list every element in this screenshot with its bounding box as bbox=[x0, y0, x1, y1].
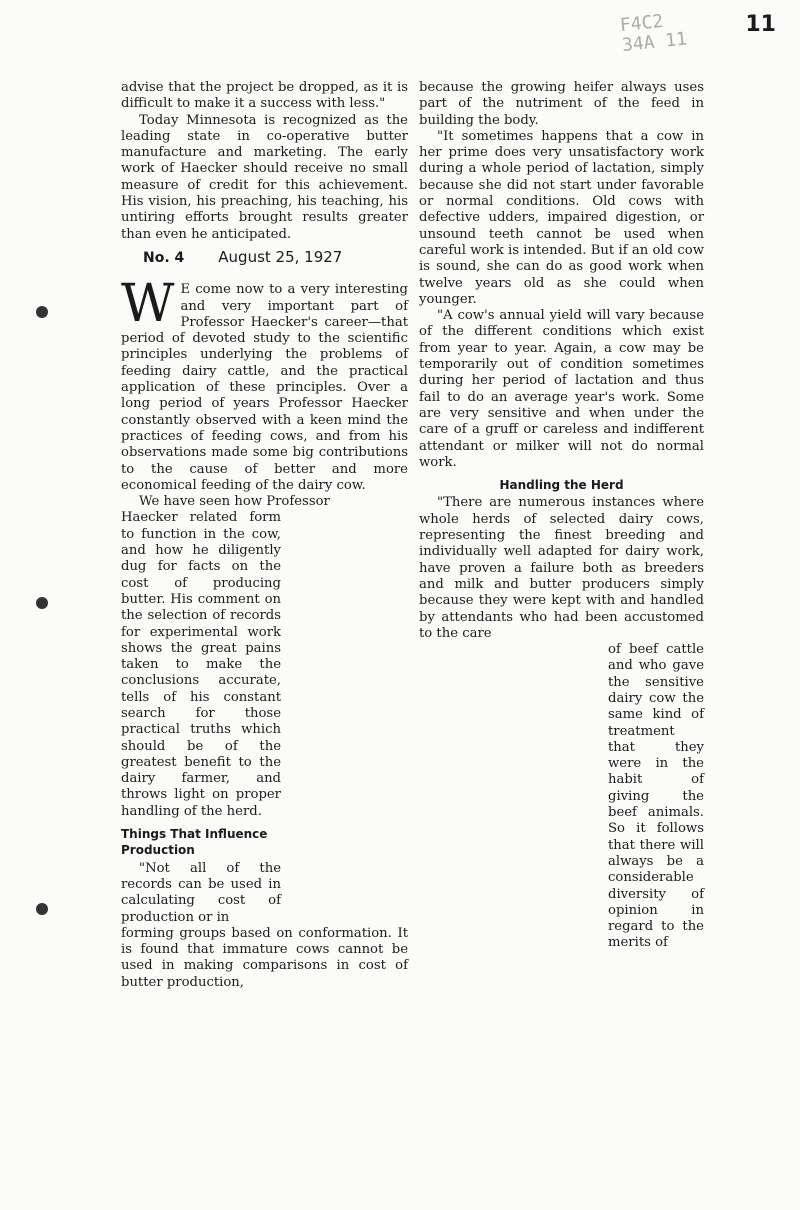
drop-cap: W bbox=[121, 274, 175, 335]
paragraph: "Not all of the records can be used in calculating cost of production or in bbox=[121, 860, 281, 925]
paragraph: forming groups based on conformation. It is found that immature cows cannot be used in making comparisons in cost of butter production, bbox=[121, 925, 408, 990]
page-number: 11 bbox=[745, 12, 776, 37]
paragraph: "A cow's annual yield will vary because of the different conditions which exist from year to year. Again, a cow may be temporarily out of condition sometimes during her period of lactation and thus fail to do an average year's work. Some are very sensitive and when under the care of a gruff or careless and indifferent attendant or milker will not do normal work. bbox=[419, 308, 704, 470]
right-column bbox=[419, 80, 704, 952]
paragraph: because the growing heifer always uses part of the nutriment of the feed in building the body. bbox=[419, 80, 704, 128]
subheading: Handling the Herd bbox=[499, 478, 624, 493]
binder-hole bbox=[36, 306, 48, 318]
binder-hole bbox=[36, 903, 48, 915]
paragraph: of beef cattle and who gave the sensitive dairy cow the same kind of treatment that they were in the habit of giving the beef animals. So it follows that there will always be a considerable diversity of opinion in regard to the merits of bbox=[608, 642, 704, 951]
narrow-text-block bbox=[608, 642, 704, 952]
paragraph bbox=[121, 274, 408, 494]
paragraph: We have seen how Professor bbox=[139, 494, 330, 510]
paragraph: Today Minnesota is recognized as the leading state in co-operative butter manufacture and marketing. The early work of Haecker should receive no small measure of credit for this achievement. His vision, his preaching, his teaching, his untiring efforts brought results greater than even he anticipated. bbox=[121, 112, 408, 242]
issue-header bbox=[143, 249, 408, 266]
paragraph: Haecker related form to function in the cow, and how he diligently dug for facts on the cost of producing butter. His comment on the selection of records for experimental work shows the great pains taken to make the conclusions accurate, tells of his constant search for those practical truths which should be of the greatest benefit to the dairy farmer, and throws light on proper handling of the herd. bbox=[121, 510, 281, 819]
left-column bbox=[121, 80, 408, 991]
binder-hole bbox=[36, 597, 48, 609]
paragraph: "There are numerous instances where whole herds of selected dairy cows, representing the finest breeding and individually well adapted for dairy work, have proven a failure both as breeders and milk and butter producers simply because they were kept with and handled by attendants who had been accustomed to the care bbox=[419, 495, 704, 641]
narrow-text-block bbox=[121, 510, 281, 925]
issue-number: No. 4 bbox=[143, 249, 185, 266]
paragraph-text: E come now to a very interesting and very important part of Professor Haecker's career—that period of devoted study to the scientific principles underlying the problems of feeding dairy cattle, and the practical application of these principles. Over a long period of years Professor Haecker constantly observed with a keen mind the practices of feeding cows, and from his observations made some big contributions to the cause of better and more economical feeding of the dairy cow. bbox=[121, 282, 408, 493]
archive-stamp: F4C2 34A 11 bbox=[618, 10, 688, 57]
subheading: Things That Influence Production bbox=[121, 827, 268, 858]
issue-date: August 25, 1927 bbox=[218, 247, 343, 266]
paragraph: "It sometimes happens that a cow in her prime does very unsatisfactory work during a whole period of lactation, simply because she did not start under favorable or normal conditions. Old cows with defective udders, impaired digestion, or unsound teeth cannot be used when careful work is intended. But if an old cow is sound, she can do as good work when twelve years old as she could when younger. bbox=[419, 128, 704, 307]
paragraph: advise that the project be dropped, as it is difficult to make it a success with less." bbox=[121, 80, 408, 112]
